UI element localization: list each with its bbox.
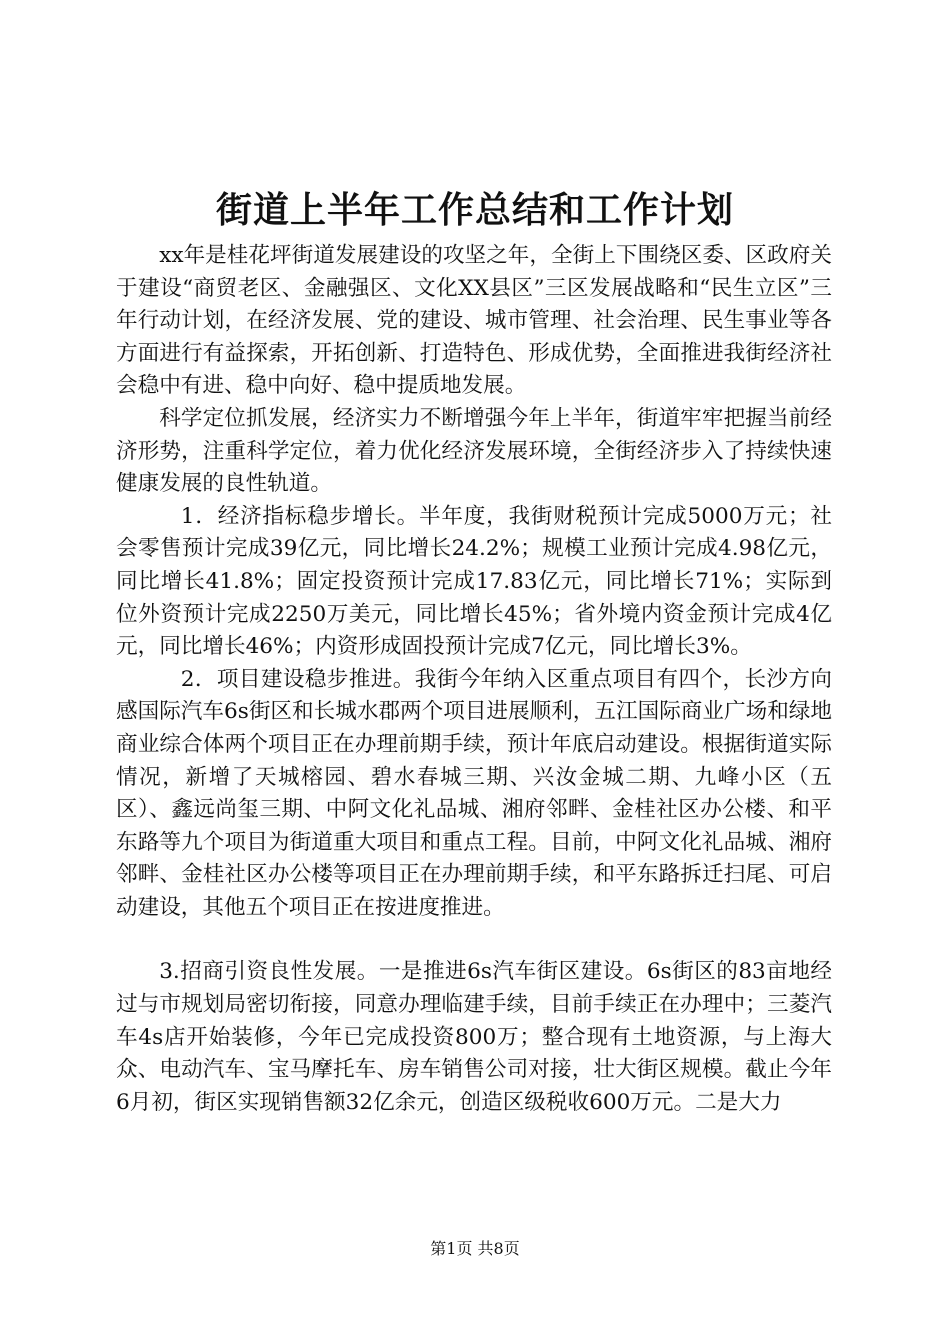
paragraph-intro: xx年是桂花坪街道发展建设的攻坚之年，全街上下围绕区委、区政府关于建设“商贸老区、金融强区、文化XX县区”三区发展战略和“民生立区”三年行动计划，在经济发展、党的建设、城市管理、社会治理、民生事业等各方面进行有益探索，开拓创新、打造特色、形成优势，全面推进我街经济社会稳中有进、稳中向好、稳中提质地发展。	[116, 243, 832, 399]
paragraph-development: 科学定位抓发展，经济实力不断增强今年上半年，街道牢牢把握当前经济形势，注重科学定位，着力优化经济发展环境，全街经济步入了持续快速健康发展的良性轨道。	[116, 405, 832, 497]
page-footer: 第1页 共8页	[430, 1239, 520, 1258]
paragraph-economic-indicators: 1．经济指标稳步增长。半年度，我街财税预计完成5000万元；社会零售预计完成39亿元，同比增长24.2%；规模工业预计完成4.98亿元，同比增长41.8%；固定投资预计完成17.83亿元，同比增长71%；实际到位外资预计完成2250万美元，同比增长45%；省外境内资金预计完成4亿元，同比增长46%；内资形成固投预计完成7亿元，同比增长3%。	[116, 503, 832, 660]
document-title: 街道上半年工作总结和工作计划	[215, 189, 734, 231]
paragraph-project-construction: 2．项目建设稳步推进。我街今年纳入区重点项目有四个，长沙方向感国际汽车6s街区和长城水郡两个项目进展顺利，五江国际商业广场和绿地商业综合体两个项目正在办理前期手续，预计年底启动建设。根据街道实际情况，新增了天城榕园、碧水春城三期、兴汝金城二期、九峰小区（五区）、鑫远尚玺三期、中阿文化礼品城、湘府邻畔、金桂社区办公楼、和平东路等九个项目为街道重大项目和重点工程。目前，中阿文化礼品城、湘府邻畔、金桂社区办公楼等项目正在办理前期手续，和平东路拆迁扫尾、可启动建设，其他五个项目正在按进度推进。	[116, 666, 832, 920]
paragraph-investment: 3.招商引资良性发展。一是推进6s汽车街区建设。6s街区的83亩地经过与市规划局密切衔接，同意办理临建手续，目前手续正在办理中；三菱汽车4s店开始装修，今年已完成投资800万；整合现有土地资源，与上海大众、电动汽车、宝马摩托车、房车销售公司对接，壮大街区规模。截止今年6月初，街区实现销售额32亿余元，创造区级税收600万元。二是大力	[116, 959, 832, 1115]
document-body	[116, 240, 832, 1119]
